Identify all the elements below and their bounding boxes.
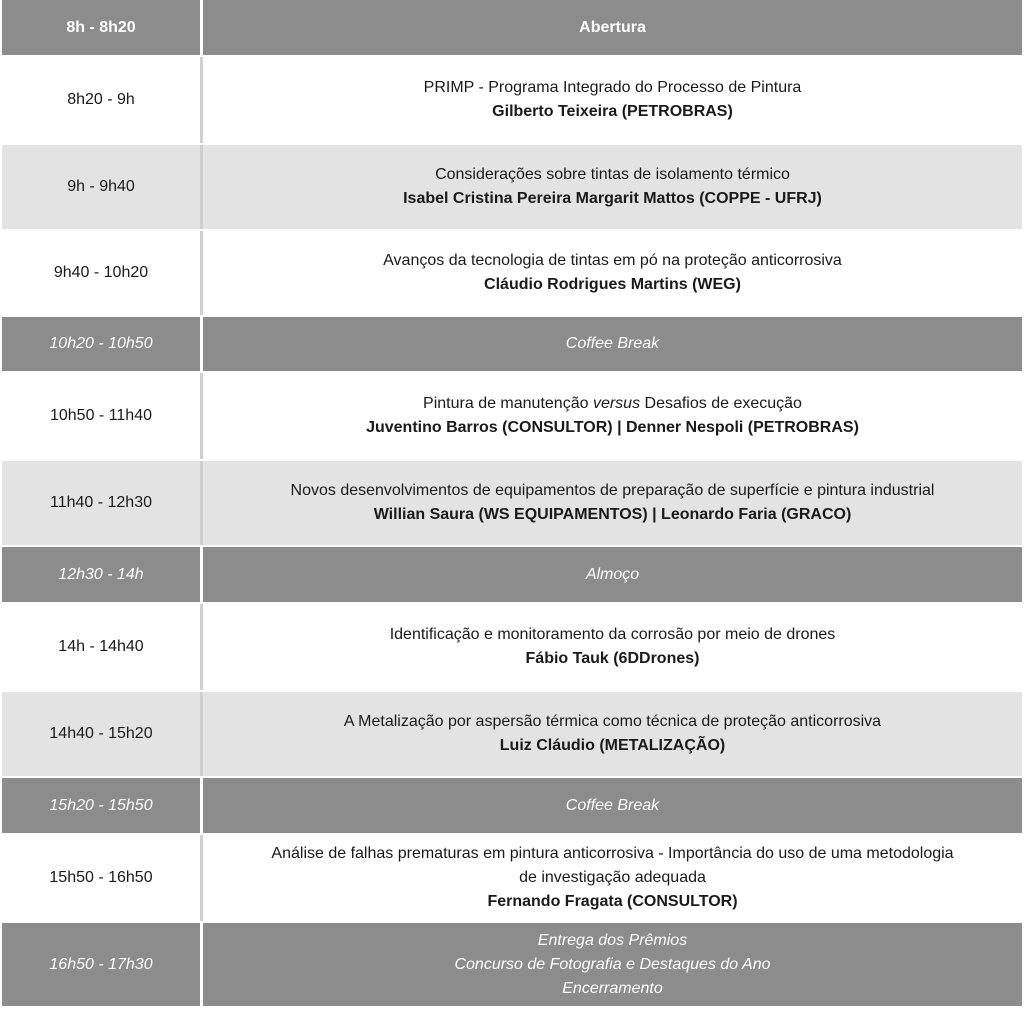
session-speaker: Fernando Fragata (CONSULTOR) [487,893,738,910]
session-speaker: Willian Saura (WS EQUIPAMENTOS) | Leonardo Faria (GRACO) [373,506,852,523]
session-cell [203,778,1022,833]
time-cell: 8h - 8h20 [2,0,203,55]
session-speaker: Isabel Cristina Pereira Margarit Mattos (COPPE - UFRJ) [403,190,822,207]
schedule-row [2,317,1022,373]
session-cell [203,692,1022,776]
session-title: Considerações sobre tintas de isolamento térmico [435,166,790,183]
session-cell [203,145,1022,229]
session-title: Avanços da tecnologia de tintas em pó na proteção anticorrosiva [383,252,842,269]
schedule-row [2,231,1022,317]
session-speaker: Fábio Tauk (6DDrones) [525,650,700,667]
session-cell [203,373,1022,459]
session-title-line: Análise de falhas prematuras em pintura anticorrosiva - Importância do uso de uma metodologia [271,845,954,862]
time-cell: 9h40 - 10h20 [2,231,203,315]
session-cell [203,317,1022,371]
schedule-row [2,604,1022,692]
time-cell: 12h30 - 14h [2,547,203,602]
schedule-row [2,692,1022,778]
schedule-row [2,145,1022,231]
time-cell: 8h20 - 9h [2,57,203,143]
time-cell: 14h - 14h40 [2,604,203,690]
session-title: PRIMP - Programa Integrado do Processo de Pintura [423,79,802,96]
session-title: Coffee Break [565,335,660,352]
schedule-row [2,373,1022,461]
schedule-row [2,835,1022,923]
title-emphasis: versus [592,395,641,412]
time-cell: 10h20 - 10h50 [2,317,203,371]
time-cell: 15h20 - 15h50 [2,778,203,833]
session-title-line: Entrega dos Prêmios [537,931,688,949]
session-cell [203,231,1022,315]
time-cell: 15h50 - 16h50 [2,835,203,921]
session-title-line: de investigação adequada [519,869,706,886]
session-cell [203,57,1022,143]
time-cell: 16h50 - 17h30 [2,923,203,1006]
schedule-row [2,0,1022,57]
time-cell: 10h50 - 11h40 [2,373,203,459]
title-part: Desafios de execução [640,395,802,412]
time-cell: 11h40 - 12h30 [2,461,203,545]
session-cell [203,604,1022,690]
session-title: Coffee Break [565,796,660,814]
session-title: A Metalização por aspersão térmica como técnica de proteção anticorrosiva [343,713,882,730]
session-title: Almoço [585,565,640,583]
session-cell [203,461,1022,545]
session-speaker: Gilberto Teixeira (PETROBRAS) [492,103,733,120]
session-title: Identificação e monitoramento da corrosão por meio de drones [389,626,836,643]
schedule-row [2,923,1022,1008]
session-speaker: Juventino Barros (CONSULTOR) | Denner Nespoli (PETROBRAS) [366,419,859,436]
time-cell: 9h - 9h40 [2,145,203,229]
title-part: Pintura de manutenção [423,395,593,412]
session-title-line: Concurso de Fotografia e Destaques do Ano [454,955,771,973]
time-cell: 14h40 - 15h20 [2,692,203,776]
session-title: Abertura [579,18,646,36]
schedule-table [2,0,1022,1008]
session-cell [203,547,1022,602]
session-speaker: Luiz Cláudio (METALIZAÇÃO) [499,737,726,754]
session-cell [203,835,1022,921]
schedule-row [2,57,1022,145]
session-title: Novos desenvolvimentos de equipamentos de preparação de superfície e pintura industrial [290,482,935,499]
schedule-row [2,461,1022,547]
session-cell [203,0,1022,55]
session-speaker: Cláudio Rodrigues Martins (WEG) [484,276,741,293]
session-title [423,392,802,416]
session-title-line: Encerramento [562,979,663,997]
session-cell [203,923,1022,1006]
schedule-row [2,778,1022,835]
schedule-row [2,547,1022,604]
